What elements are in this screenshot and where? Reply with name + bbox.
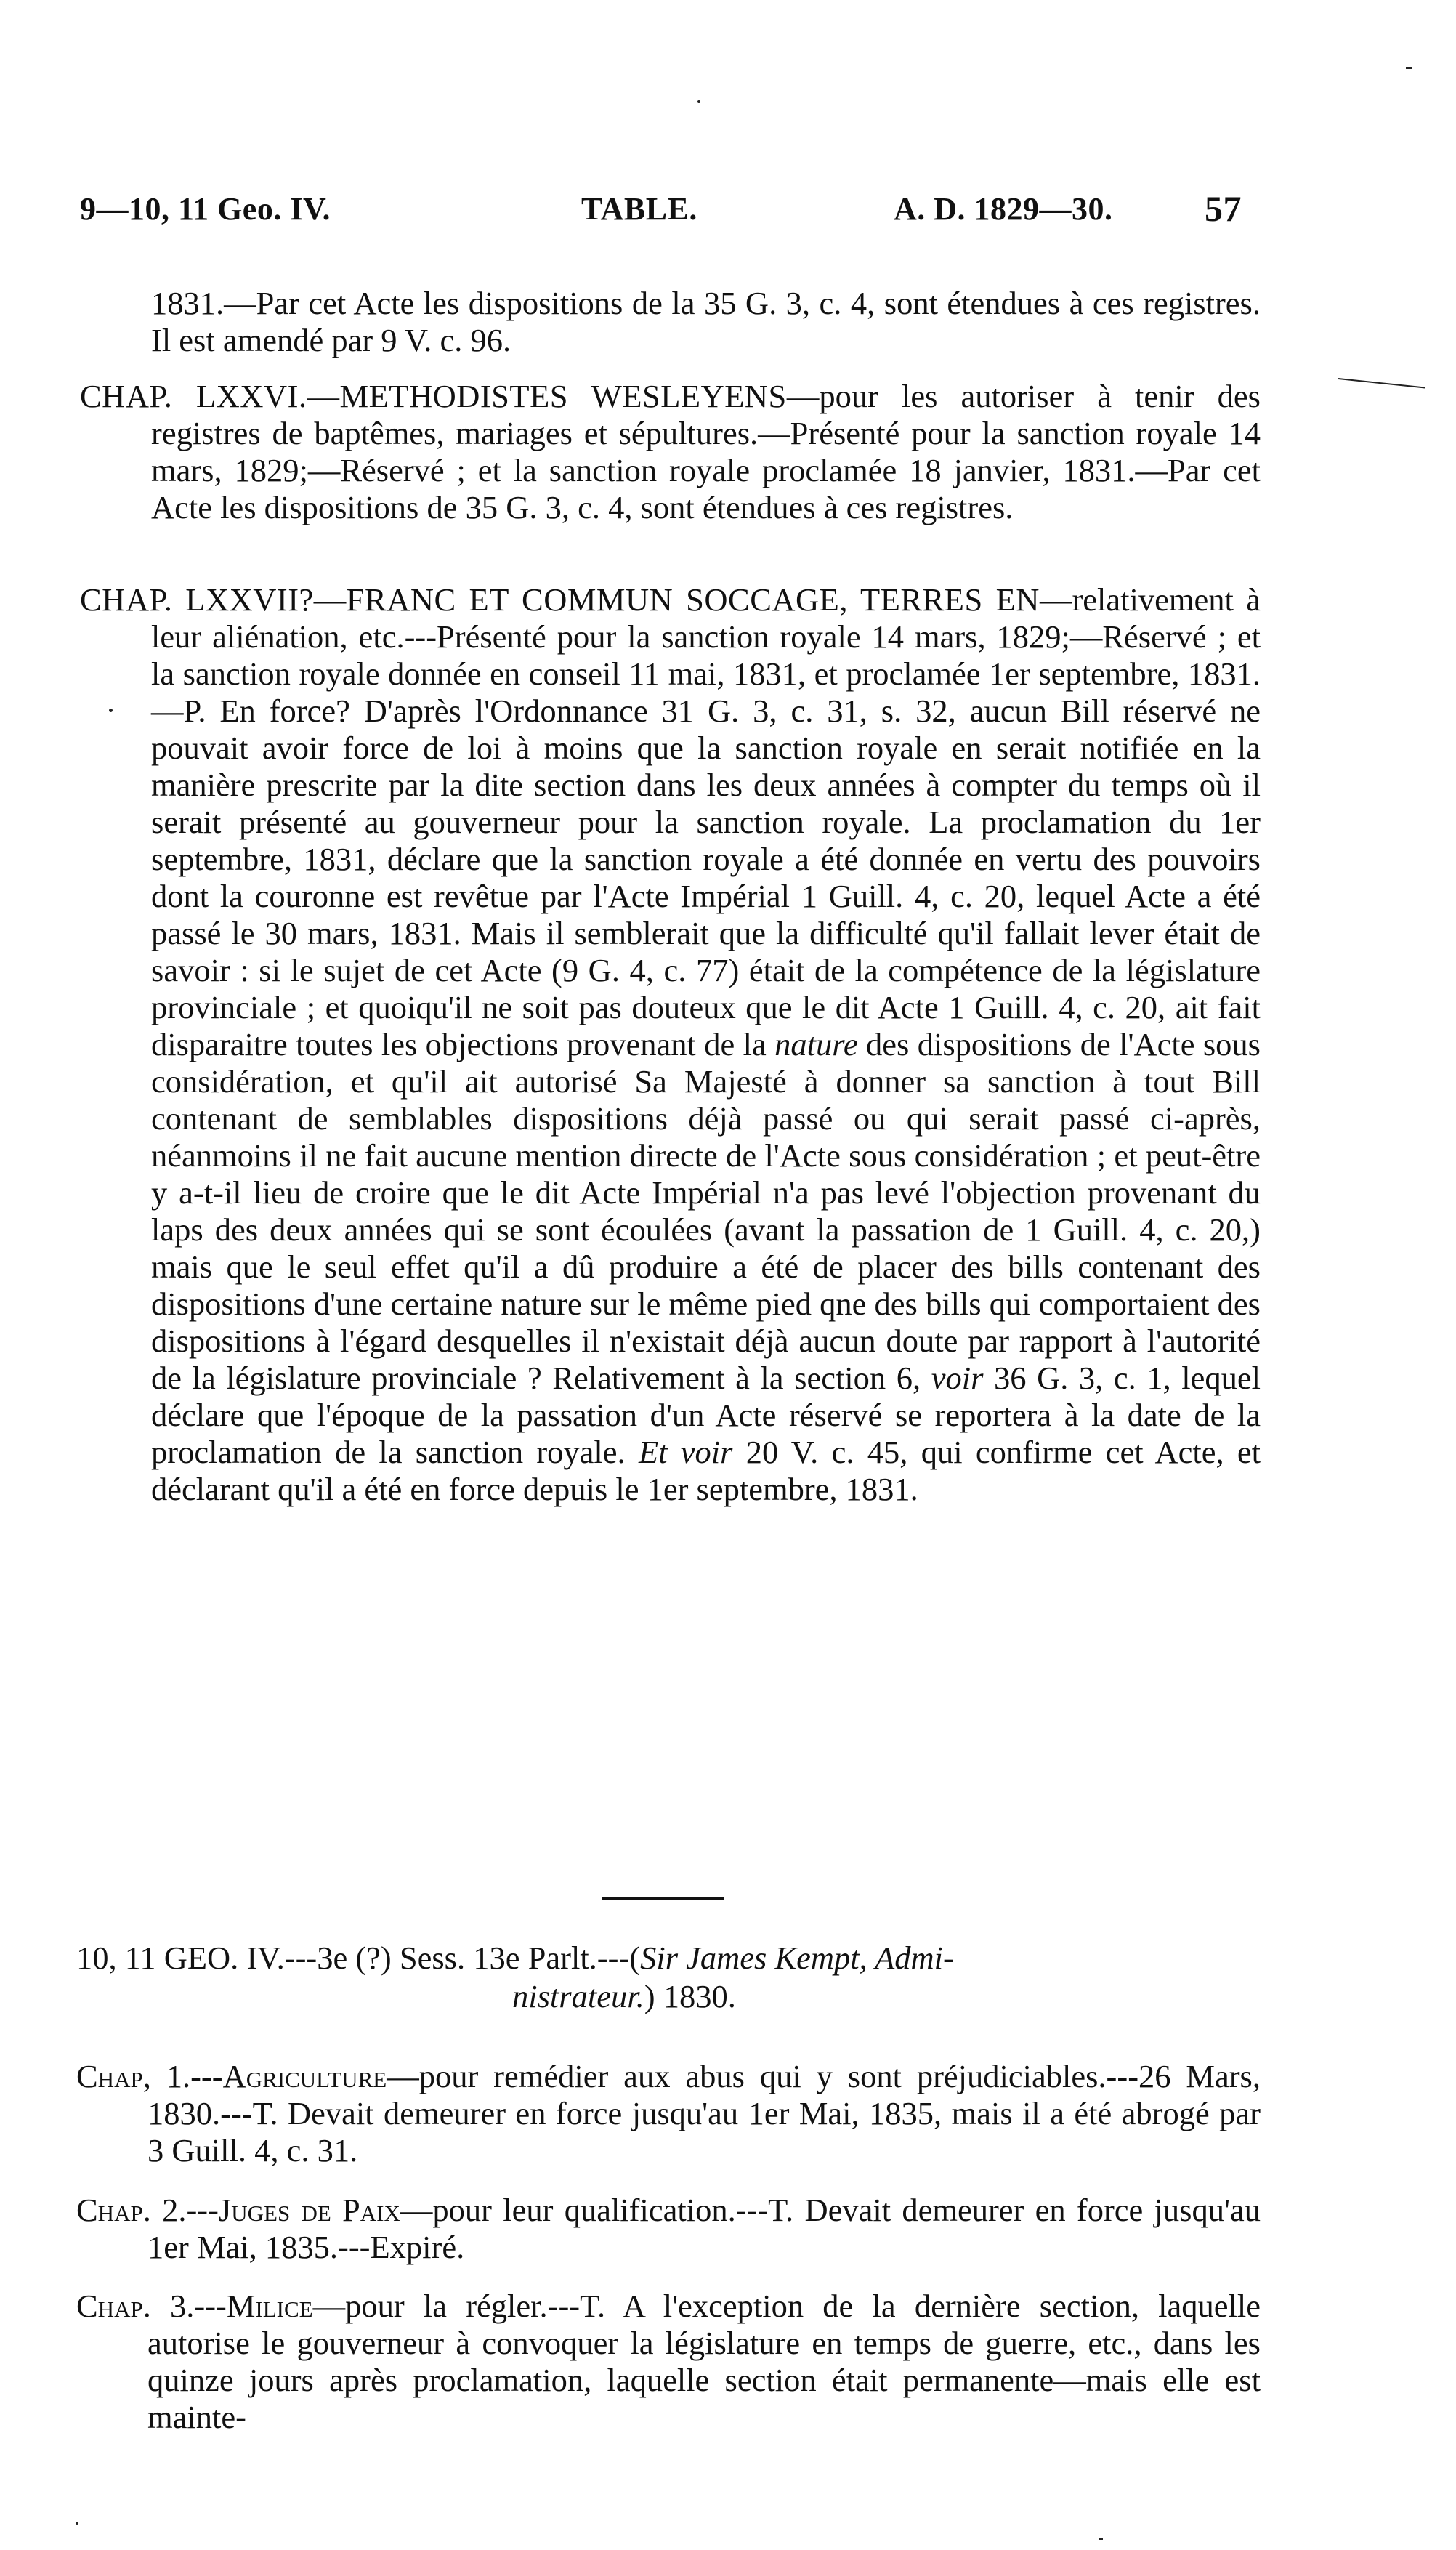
print-speck [697, 100, 700, 103]
ink-stroke [1338, 378, 1425, 389]
chapter-2-entry [76, 2192, 1261, 2266]
session-administrator-a: Sir James Kempt, Admi- [640, 1940, 954, 1976]
chapter-77-italic-et-voir: Et voir [638, 1434, 733, 1470]
chapter-2-label: Chap. 2.--- [76, 2192, 219, 2228]
chapter-77-heading: CHAP. LXXVII?—FRANC ET COMMUN SOCCAGE, TERRES EN [80, 581, 1040, 618]
intro-continuation [80, 285, 1261, 359]
chapter-2-text: —pour leur qualification.---T. Devait demeurer en force jusqu'au 1er Mai, 1835.---Expiré. [147, 2192, 1261, 2265]
session-line-2 [76, 1977, 1253, 2016]
chapter-77-italic-voir: voir [931, 1360, 984, 1396]
chapter-77-text-c: 36 G. 3, c. 1, lequel déclare que l'époque de la passation d'un Acte réservé se reportera à la date de la proclamation de la sanction royale. [151, 1360, 1261, 1470]
chapter-3-title: Milice [226, 2288, 313, 2324]
session-prefix: 10, 11 GEO. IV.---3e (?) Sess. 13e Parlt.---( [76, 1940, 641, 1976]
chapter-1-text: —pour remédier aux abus qui y sont préjudiciables.---26 Mars, 1830.---T. Devait demeurer en force jusqu'au 1er Mai, 1835, mais il a été abrogé par 3 Guill. 4, c. 31. [147, 2058, 1261, 2168]
header-title: TABLE. [581, 191, 697, 227]
chapter-77-text-d: 20 V. c. 45, qui confirme cet Acte, et déclarant qu'il a été en force depuis le 1er septembre, 1831. [151, 1434, 1261, 1507]
session-line-1 [76, 1940, 954, 1976]
chapter-3-text: —pour la régler.---T. A l'exception de la dernière section, laquelle autorise le gouverneur à convoquer la législature en temps de guerre, etc., dans les quinze jours après proclamation, laquelle section était permanente—mais elle est mainte- [147, 2288, 1261, 2435]
print-speck [1099, 2538, 1103, 2540]
chapter-77-entry [80, 581, 1261, 1508]
print-speck [76, 2522, 78, 2525]
page-number: 57 [1205, 188, 1242, 229]
intro-text: 1831.—Par cet Acte les dispositions de la 35 G. 3, c. 4, sont étendues à ces registres. Il est amendé par 9 V. c. 96. [151, 285, 1261, 358]
print-speck [1406, 67, 1412, 69]
chapter-1-label: Chap, 1.--- [76, 2058, 223, 2094]
chapter-2-title: Juges de Paix [218, 2192, 400, 2228]
chapter-76-entry [80, 378, 1261, 526]
chapter-77-text-b: des dispositions de l'Acte sous considération, et qu'il ait autorisé Sa Majesté à donner sa sanction à tout Bill contenant de semblables dispositions déjà passé ou qui serait passé ci-après, néanmoins il ne fait aucune mention directe de l'Acte sous considération ; et peut-être y a-t-il lieu de croire que le dit Acte Impérial n'a pas levé l'objection provenant du laps des deux années qui se sont écoulées (avant la passation de 1 Guill. 4, c. 20,) mais que le seul effet qu'il a dû produire a été de placer des bills contenant des dispositions d'une certaine nature sur le même pied qne des bills qui comportaient des dispositions à l'égard desquelles il n'existait déjà aucun doute par rapport à l'autorité de la législature provinciale ? Relativement à la section 6, [151, 1026, 1261, 1396]
chapter-1-title: Agriculture [222, 2058, 387, 2094]
header-regnal-years: 9—10, 11 Geo. IV. [80, 191, 331, 227]
running-head [80, 190, 1257, 241]
chapter-76-text: —pour les autoriser à tenir des registres de baptêmes, mariages et sépultures.—Présenté pour la sanction royale 14 mars, 1829;—Réservé ; et la sanction royale proclamée 18 janvier, 1831.—Par cet Acte les dispositions de 35 G. 3, c. 4, sont étendues à ces registres. [151, 378, 1261, 525]
chapter-3-label: Chap. 3.--- [76, 2288, 227, 2324]
session-administrator-b: nistrateur. [512, 1978, 644, 2014]
chapter-77-italic-nature: nature [774, 1026, 858, 1062]
chapter-76-heading: CHAP. LXXVI.—METHODISTES WESLEYENS [80, 378, 787, 414]
header-years: A. D. 1829—30. [894, 191, 1113, 227]
print-speck [109, 709, 113, 712]
section-divider [602, 1897, 724, 1900]
session-heading [76, 1939, 1253, 2016]
chapter-77-text-a: —relativement à leur aliénation, etc.---Présenté pour la sanction royale 14 mars, 1829;—Réservé ; et la sanction royale donnée en conseil 11 mai, 1831, et proclamée 1er septembre, 1831. —P. En force? D'après l'Ordonnance 31 G. 3, c. 31, s. 32, aucun Bill réservé ne pouvait avoir force de loi à moins que la sanction royale en serait notifiée en la manière prescrite par la dite section dans les deux années à compter du temps où il serait présenté au gouverneur pour la sanction royale. La proclamation du 1er septembre, 1831, déclare que la sanction royale a été donnée en vertu des pouvoirs dont la couronne est revêtue par l'Acte Impérial 1 Guill. 4, c. 20, lequel Acte a été passé le 30 mars, 1831. Mais il semblerait que la difficulté qu'il fallait lever était de savoir : si le sujet de cet Acte (9 G. 4, c. 77) était de la compétence de la législature provinciale ; et quoiqu'il ne soit pas douteux que le dit Acte 1 Guill. 4, c. 20, ait fait disparaitre toutes les objections provenant de la [151, 581, 1261, 1062]
chapter-3-entry [76, 2288, 1261, 2436]
chapter-1-entry [76, 2058, 1261, 2169]
session-year: ) 1830. [644, 1978, 736, 2014]
